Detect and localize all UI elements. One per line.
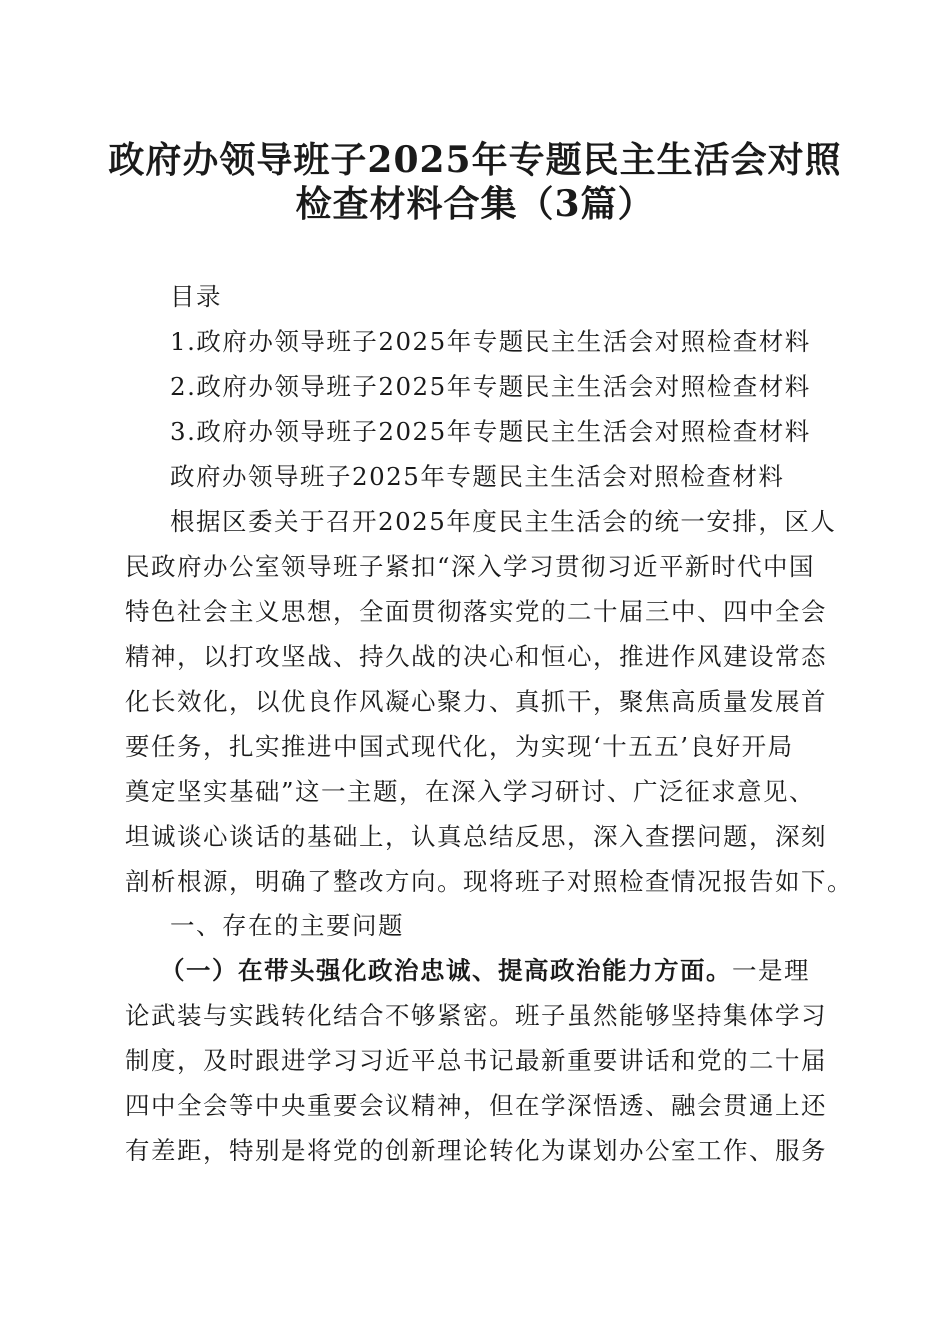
sub-heading: （一）在带头强化政治忠诚、提高政治能力方面。 bbox=[160, 956, 732, 985]
intro-line: 要任务，扎实推进中国式现代化，为实现‘十五五’良好开局 bbox=[125, 732, 794, 761]
sub-heading-rest: 一是理 bbox=[732, 956, 810, 985]
toc-item-2: 2.政府办领导班子2025年专题民主生活会对照检查材料 bbox=[170, 372, 811, 401]
intro-line: 特色社会主义思想，全面贯彻落实党的二十届三中、四中全会 bbox=[125, 597, 827, 626]
intro-line: 精神，以打攻坚战、持久战的决心和恒心，推进作风建设常态 bbox=[125, 642, 827, 671]
document-title-line-2 bbox=[100, 179, 850, 229]
toc-item-1: 1.政府办领导班子2025年专题民主生活会对照检查材料 bbox=[170, 327, 811, 356]
toc-item-3: 3.政府办领导班子2025年专题民主生活会对照检查材料 bbox=[170, 417, 811, 446]
body-line: 论武装与实践转化结合不够紧密。班子虽然能够坚持集体学习 bbox=[125, 1001, 827, 1030]
document-title-line-2-text: 检查材料合集（3篇） bbox=[295, 183, 655, 225]
body-line: 四中全会等中央重要会议精神，但在学深悟透、融会贯通上还 bbox=[125, 1091, 827, 1120]
sub-heading-line bbox=[160, 956, 860, 986]
section-heading: 一、存在的主要问题 bbox=[170, 911, 404, 940]
intro-line: 坦诚谈心谈话的基础上，认真总结反思，深入查摆问题，深刻 bbox=[125, 822, 827, 851]
intro-line: 根据区委关于召开2025年度民主生活会的统一安排，区人 bbox=[170, 507, 837, 536]
intro-line: 化长效化，以优良作风凝心聚力、真抓干，聚焦高质量发展首 bbox=[125, 687, 827, 716]
intro-line: 民政府办公室领导班子紧扣“深入学习贯彻习近平新时代中国 bbox=[125, 552, 816, 581]
toc-heading: 目录 bbox=[170, 282, 222, 311]
document-title-line-1: 政府办领导班子2025年专题民主生活会对照 bbox=[108, 139, 842, 181]
article-title: 政府办领导班子2025年专题民主生活会对照检查材料 bbox=[170, 462, 785, 491]
intro-line: 剖析根源，明确了整改方向。现将班子对照检查情况报告如下。 bbox=[125, 867, 853, 896]
intro-line: 奠定坚实基础”这一主题，在深入学习研讨、广泛征求意见、 bbox=[125, 777, 816, 806]
body-line: 制度，及时跟进学习习近平总书记最新重要讲话和党的二十届 bbox=[125, 1046, 827, 1075]
body-line: 有差距，特别是将党的创新理论转化为谋划办公室工作、服务 bbox=[125, 1136, 827, 1165]
